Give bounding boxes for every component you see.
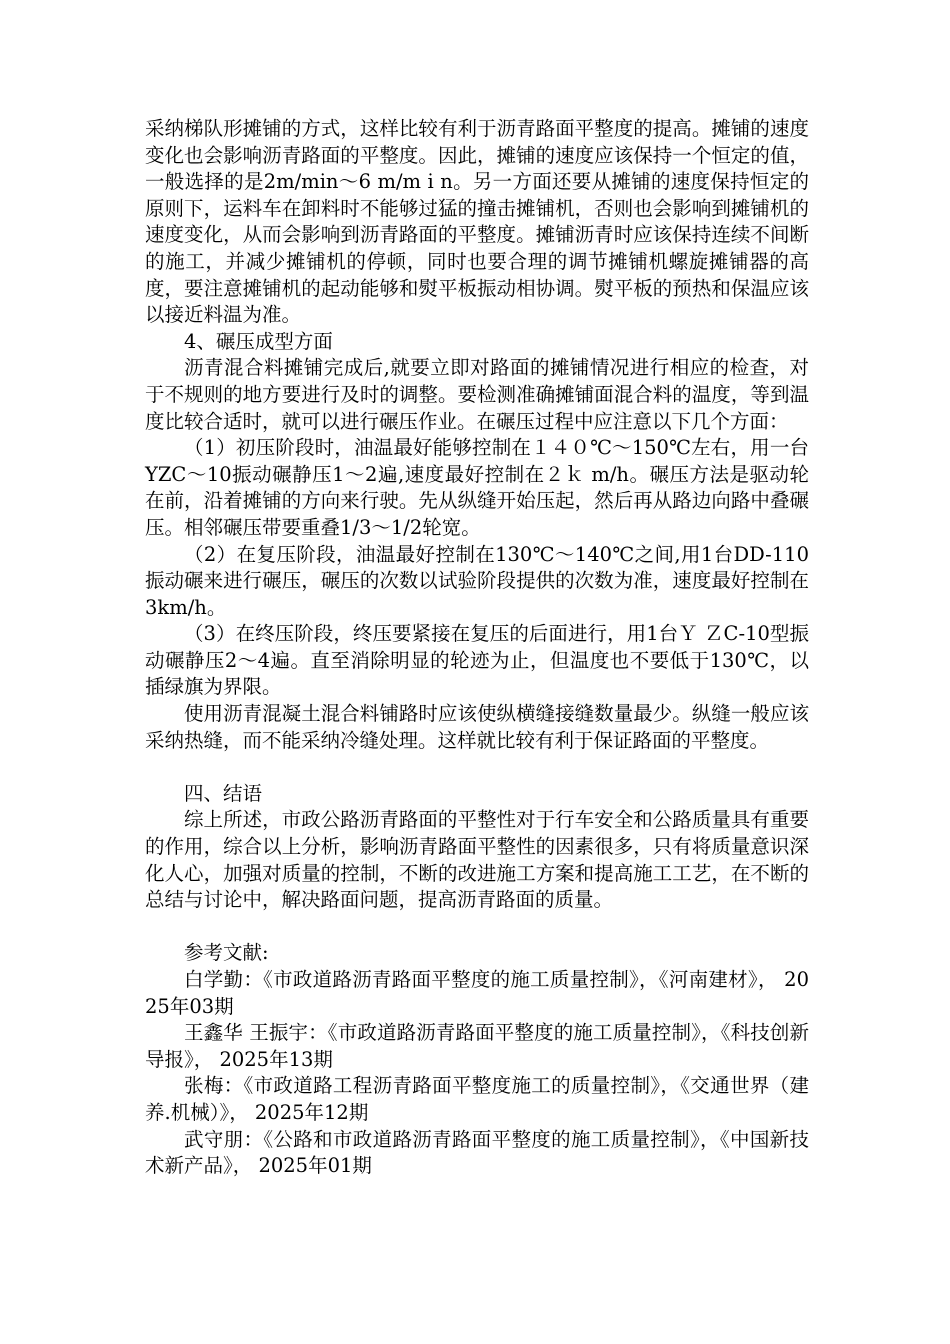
conclusion-text: 综上所述，市政公路沥青路面的平整性对于行车安全和公路质量具有重要的作用，综合以上分析，影响沥青路面平整性的因素很多，只有将质量意识深化人心，加强对质量的控制，不断的改进施工方案和提高施工工艺，在不断的总结与讨论中，解决路面问题，提高沥青路面的质量。 [145,808,809,912]
document-page [145,116,809,1180]
spacer [145,914,809,941]
paragraph-intermediate-rolling: （2）在复压阶段，油温最好控制在130℃～140℃之间,用1台DD-110振动碾来进行碾压，碾压的次数以试验阶段提供的次数为准，速度最好控制在3km/h。 [145,542,809,619]
reference-item: 武守朋：《公路和市政道路沥青路面平整度的施工质量控制》，《中国新技术新产品》， 2025年01期 [145,1127,809,1178]
reference-item: 王鑫华 王振宇：《市政道路沥青路面平整度的施工质量控制》，《科技创新导报》， 2025年13期 [145,1021,809,1071]
spacer [145,754,809,781]
references-heading: 参考文献: [184,941,269,965]
paragraph-joints: 使用沥青混凝土混合料铺路时应该使纵横缝接缝数量最少。纵缝一般应该采纳热缝，而不能采纳冷缝处理。这样就比较有利于保证路面的平整度。 [145,702,809,752]
paragraph-paving: 采纳梯队形摊铺的方式，这样比较有利于沥青路面平整度的提高。摊铺的速度变化也会影响沥青路面的平整度。因此，摊铺的速度应该保持一个恒定的值，一般选择的是2m/min～6 m/m i n。另一方面还要从摊铺的速度保持恒定的原则下，运料车在卸料时不能够过猛的撞击摊铺机，否则也会影响到摊铺机的速度变化，从而会影响到沥青路面的平整度。摊铺沥青时应该保持连续不间断的施工，并减少摊铺机的停顿，同时也要合理的调节摊铺机螺旋摊铺器的高度，要注意摊铺机的起动能够和熨平板振动相协调。熨平板的预热和保温应该以接近料温为准。 [145,117,809,327]
paragraph-final-rolling: （3）在终压阶段，终压要紧接在复压的后面进行，用1台Ｙ ＺC-10型振动碾静压2～4遍。直至消除明显的轮迹为止，但温度也不要低于130℃，以插绿旗为界限。 [145,622,809,699]
paragraph-initial-rolling: （1）初压阶段时，油温最好能够控制在１４０℃～150℃左右，用一台YZC～10振动碾静压1～2遍,速度最好控制在２ｋ m/h。碾压方法是驱动轮在前，沿着摊铺的方向来行驶。先从纵缝开始压起，然后再从路边向路中叠碾压。相邻碾压带要重叠1/3～1/2轮宽。 [145,436,809,539]
conclusion-heading: 四、结语 [184,781,263,805]
reference-item: 张梅：《市政道路工程沥青路面平整度施工的质量控制》，《交通世界（建养.机械）》， 2025年12期 [145,1074,809,1124]
reference-item: 白学勤：《市政道路沥青路面平整度的施工质量控制》，《河南建材》， 2025年03期 [145,968,809,1018]
paragraph-rolling-intro: 沥青混合料摊铺完成后,就要立即对路面的摊铺情况进行相应的检查，对于不规则的地方要进行及时的调整。要检测准确摊铺面混合料的温度，等到温度比较合适时，就可以进行碾压作业。在碾压过程中应注意以下几个方面： [145,356,809,433]
section-heading-rolling: 4、碾压成型方面 [184,329,333,353]
